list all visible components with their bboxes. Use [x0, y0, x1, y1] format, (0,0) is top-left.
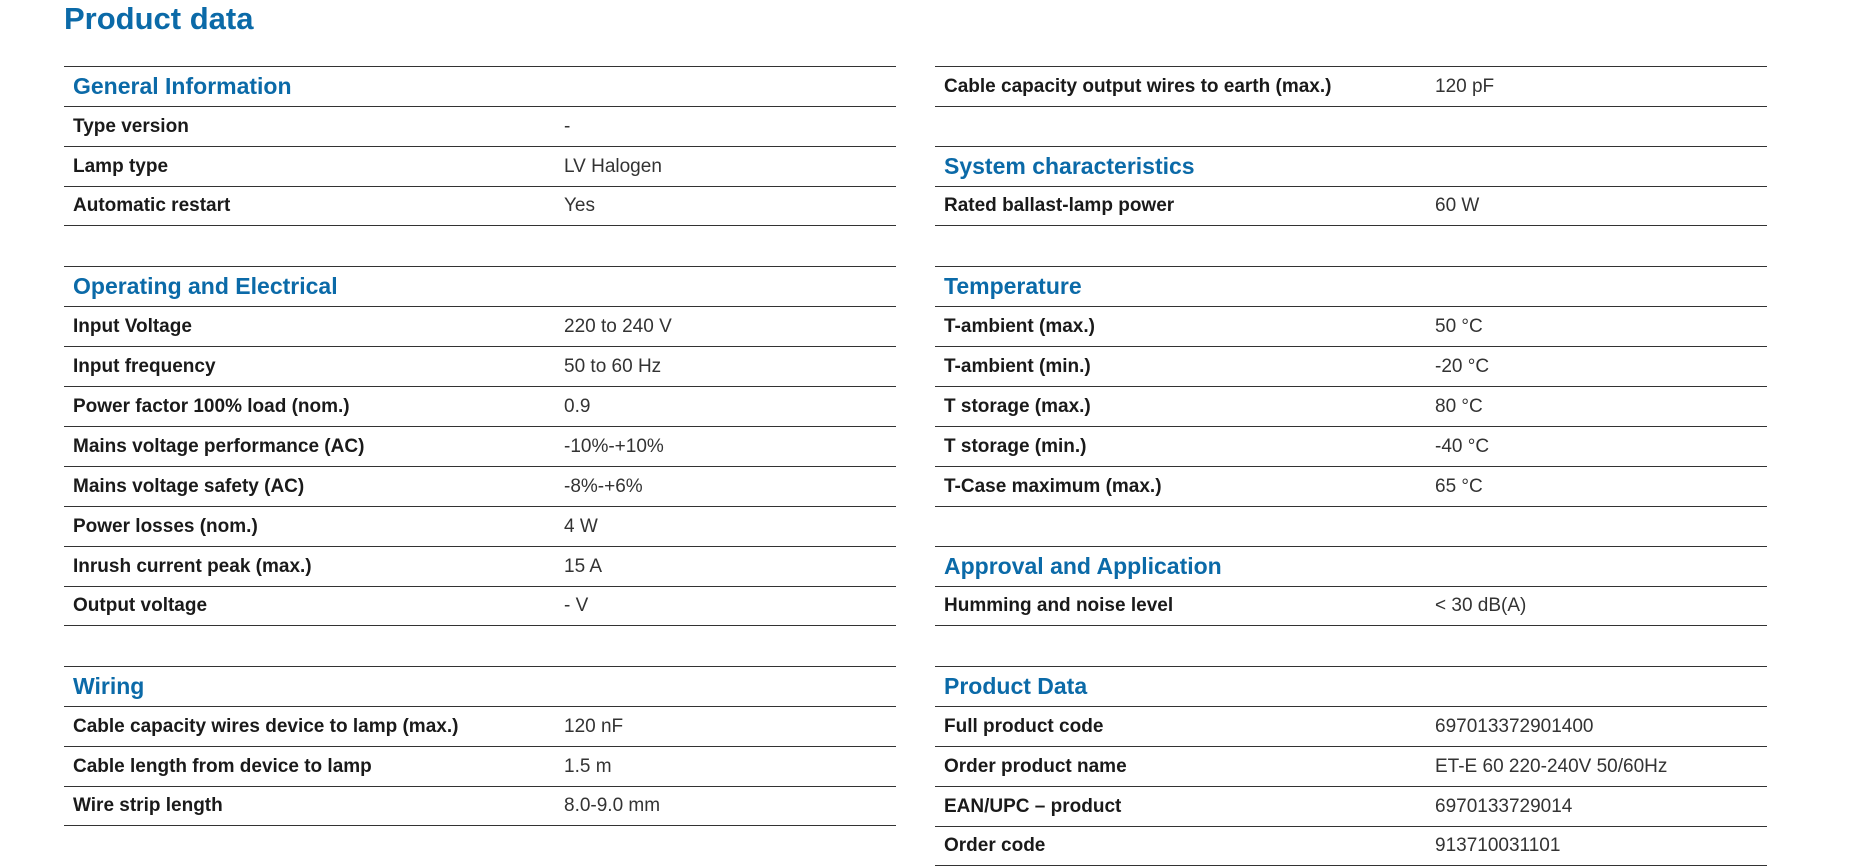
table-row [64, 586, 896, 626]
row-value: -8%-+6% [564, 475, 643, 497]
table-row [64, 546, 896, 586]
section-title: Approval and Application [944, 553, 1222, 579]
table-row [935, 746, 1767, 786]
row-label: T-ambient (min.) [944, 355, 1091, 377]
row-label: Full product code [944, 715, 1104, 737]
table-row [935, 786, 1767, 826]
section-header-general [64, 66, 896, 106]
page-title: Product data [64, 1, 254, 36]
table-row [64, 306, 896, 346]
row-label: Cable capacity output wires to earth (max.) [944, 75, 1332, 97]
table-row [935, 466, 1767, 506]
row-label: Type version [73, 115, 189, 137]
table-row [64, 706, 896, 746]
row-value: -20 °C [1435, 355, 1490, 377]
table-row [935, 426, 1767, 466]
section-title: System characteristics [944, 153, 1195, 179]
row-label: Order code [944, 835, 1046, 856]
row-label: Wire strip length [73, 795, 223, 816]
row-label: Inrush current peak (max.) [73, 555, 312, 577]
row-value: 65 °C [1435, 475, 1483, 497]
row-label: Output voltage [73, 595, 208, 616]
row-value: 120 pF [1435, 75, 1495, 97]
table-row [935, 66, 1767, 106]
empty-row [935, 106, 1767, 146]
table-row [64, 466, 896, 506]
section-title: General Information [73, 73, 292, 99]
table-row [64, 106, 896, 146]
table-row [64, 746, 896, 786]
row-label: Cable length from device to lamp [73, 755, 372, 777]
row-label: T-ambient (max.) [944, 315, 1095, 337]
row-value: 50 °C [1435, 315, 1483, 337]
section-header-product [935, 666, 1767, 706]
row-label: Power losses (nom.) [73, 515, 258, 537]
row-label: Input Voltage [73, 315, 192, 337]
row-label: Power factor 100% load (nom.) [73, 395, 350, 417]
row-value: 60 W [1435, 195, 1480, 216]
row-value: Yes [564, 195, 595, 216]
section-header-wiring [64, 666, 896, 706]
row-value: LV Halogen [564, 155, 662, 177]
row-value: 120 nF [564, 715, 624, 737]
row-value: 8.0-9.0 mm [564, 795, 661, 816]
row-value: 80 °C [1435, 395, 1483, 417]
row-value: 1.5 m [564, 755, 612, 777]
row-value: 697013372901400 [1435, 715, 1594, 737]
row-label: T storage (max.) [944, 395, 1091, 417]
section-header-operating [64, 266, 896, 306]
section-header-approval [935, 546, 1767, 586]
row-label: Mains voltage performance (AC) [73, 435, 365, 457]
table-row [64, 146, 896, 186]
section-spacer [935, 226, 1767, 266]
table-row [64, 186, 896, 226]
row-value: 4 W [564, 515, 598, 537]
section-title: Operating and Electrical [73, 273, 338, 299]
row-value: < 30 dB(A) [1435, 595, 1527, 616]
row-value: - V [564, 595, 589, 616]
section-header-system [935, 146, 1767, 186]
row-label: Input frequency [73, 355, 216, 377]
row-value: 15 A [564, 555, 603, 577]
section-spacer [64, 626, 896, 666]
table-row [935, 826, 1767, 866]
table-row [935, 386, 1767, 426]
row-label: EAN/UPC – product [944, 795, 1122, 817]
table-row [935, 586, 1767, 626]
table-row [935, 346, 1767, 386]
row-value: -10%-+10% [564, 435, 664, 457]
row-label: Order product name [944, 755, 1127, 777]
section-header-temperature [935, 266, 1767, 306]
section-title: Product Data [944, 673, 1088, 699]
table-row [64, 786, 896, 826]
table-row [935, 306, 1767, 346]
empty-row [935, 506, 1767, 546]
row-label: T-Case maximum (max.) [944, 475, 1162, 497]
table-row [64, 506, 896, 546]
row-label: Rated ballast-lamp power [944, 195, 1175, 216]
table-row [935, 706, 1767, 746]
row-label: Cable capacity wires device to lamp (max.) [73, 715, 459, 737]
row-label: T storage (min.) [944, 435, 1087, 457]
row-value: 913710031101 [1435, 835, 1561, 856]
row-value: ET-E 60 220-240V 50/60Hz [1435, 755, 1668, 777]
left-column [64, 66, 896, 826]
section-title: Wiring [73, 673, 145, 699]
row-value: 50 to 60 Hz [564, 355, 662, 377]
section-spacer [935, 626, 1767, 666]
section-spacer [64, 226, 896, 266]
section-title: Temperature [944, 273, 1082, 299]
right-column [935, 66, 1767, 866]
row-value: -40 °C [1435, 435, 1490, 457]
row-value: 0.9 [564, 395, 591, 417]
row-label: Automatic restart [73, 195, 231, 216]
table-row [64, 346, 896, 386]
row-label: Mains voltage safety (AC) [73, 475, 305, 497]
table-row [64, 386, 896, 426]
row-value: - [564, 115, 571, 137]
row-label: Lamp type [73, 155, 169, 177]
row-value: 6970133729014 [1435, 795, 1573, 817]
row-label: Humming and noise level [944, 595, 1174, 616]
row-value: 220 to 240 V [564, 315, 672, 337]
table-row [935, 186, 1767, 226]
table-row [64, 426, 896, 466]
